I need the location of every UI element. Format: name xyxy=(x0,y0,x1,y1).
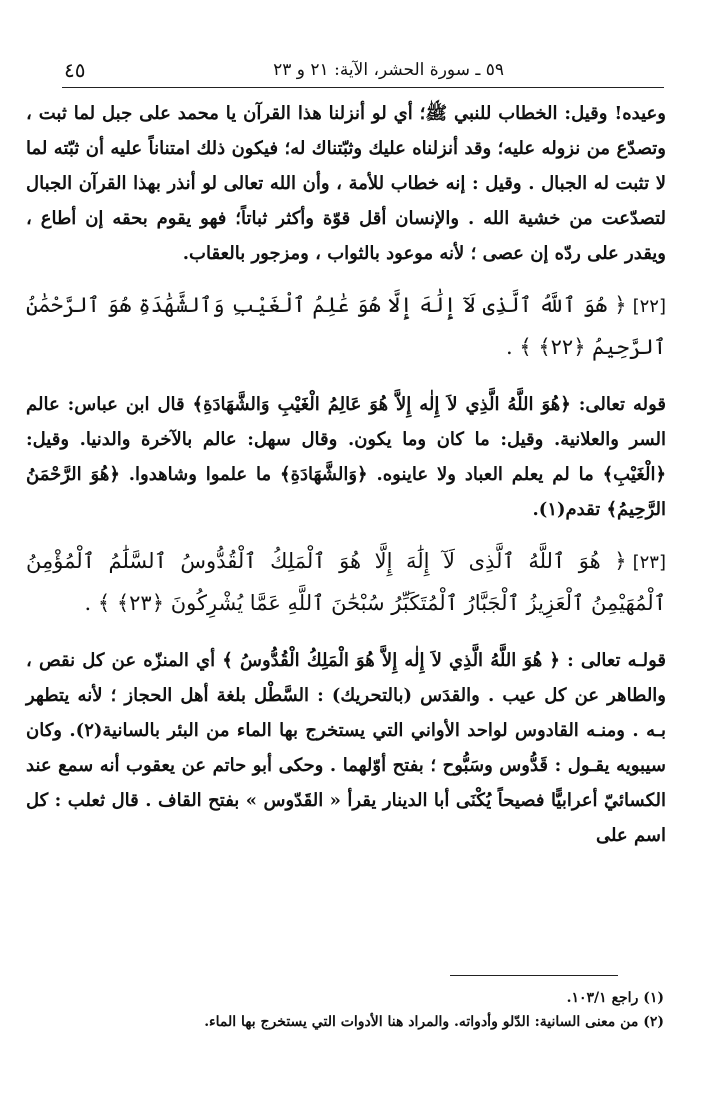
footnote-1: (١) راجع ١٠٣/١. xyxy=(566,990,664,1006)
header-rule xyxy=(62,87,664,88)
commentary-paragraph: وعيده! وقيل: الخطاب للنبي ﷺ؛ أي لو أنزلنا هذا القرآن يا محمد على جبل لما ثبت ، وتصدّع من نزوله عليه؛ وقد أنزلناه عليك وثبّتناك له؛ فيكون ذلك امتناناً عليه أن ثبّته لما لا تثبت له الجبال . وقيل : إنه خطاب للأمة ، وأن الله تعالى لو أنذر بهذا القرآن الجبال لتصدّعت من خشية الله . والإنسان أقل قوّة وأكثر ثباتاً؛ فهو يقوم بحقه إن أطاع ، ويقدر على ردّه إن عصى ؛ لأنه موعود بالثواب ، ومزجور بالعقاب. xyxy=(26,103,666,264)
page-number: ٤٥ xyxy=(64,58,86,82)
verse-text: ﴿ هُوَ ٱللَّهُ ٱلَّذِى لَآ إِلَٰهَ إِلَّا هُوَ عَٰلِمُ ٱلْغَيْبِ وَٱلشَّهَٰدَةِ هُوَ ٱلرَّحْمَٰنُ ٱلرَّحِيمُ ﴿٢٢﴾ ﴾ . xyxy=(26,293,666,359)
main-text xyxy=(26,96,666,867)
verse-22 xyxy=(26,285,666,367)
page-header xyxy=(62,54,664,88)
verse-text: ﴿ هُوَ ٱللَّهُ ٱلَّذِى لَآ إِلَٰهَ إِلَّا هُوَ ٱلْمَلِكُ ٱلْقُدُّوسُ ٱلسَّلَٰمُ ٱلْمُؤْمِنُ ٱلْمُهَيْمِنُ ٱلْعَزِيزُ ٱلْجَبَّارُ ٱلْمُتَكَبِّرُ سُبْحَٰنَ ٱللَّهِ عَمَّا يُشْرِكُونَ ﴿٢٣﴾ ﴾ . xyxy=(26,549,666,615)
footnote-separator xyxy=(450,975,618,976)
verse-number: [٢٣] xyxy=(632,552,666,573)
commentary-paragraph: قوله تعالى: ﴿هُوَ اللَّهُ الَّذِي لاَ إِلٰه إِلاَّ هُوَ عَالِمُ الْغَيْبِ وَالشَّهَادَةِ﴾ قال ابن عباس: عالم السر والعلانية. وقيل: ما كان وما يكون. وقال سهل: عالم بالآخرة والدنيا. وقيل: ﴿الْغَيْبِ﴾ ما لم يعلم العباد ولا عاينوه. ﴿وَالشَّهَادَةِ﴾ ما علموا وشاهدوا. ﴿هُوَ الرَّحْمَنُ الرَّحِيمُ﴾ تقدم(١). xyxy=(26,394,666,520)
running-title: ٥٩ ـ سورة الحشر، الآية: ٢١ و ٢٣ xyxy=(273,60,504,80)
verse-number: [٢٢] xyxy=(632,296,666,317)
commentary-paragraph: قولـه تعالى : ﴿ هُوَ اللَّهُ الَّذِي لاَ إِلٰه إِلاَّ هُوَ الْمَلِكُ الْقُدُّوسُ ﴾ أي المنزّه عن كل نقص ، والطاهر عن كل عيب . والقدَس (بالتحريك) : السَّطْل بلغة أهل الحجاز ؛ لأنه يتطهر بـه . ومنـه القادوس لواحد الأواني التي يستخرج بها الماء من البئر بالسانية(٢). وكان سيبويه يقـول : قَدُّوس وسَبُّوح ؛ بفتح أوّلهما . وحكى أبو حاتم عن يعقوب أنه سمع عند الكسائيّ أعرابيًّا فصيحاً يُكْنَى أبا الدينار يقرأ « القَدّوس » بفتح القاف . قال ثعلب : كل اسم على xyxy=(26,650,666,846)
verse-23 xyxy=(26,541,666,623)
footnote-2: (٢) من معنى السانية: الدّلو وأدواته. والمراد هنا الأدوات التي يستخرج بها الماء. xyxy=(204,1014,664,1030)
footnotes xyxy=(60,986,664,1034)
